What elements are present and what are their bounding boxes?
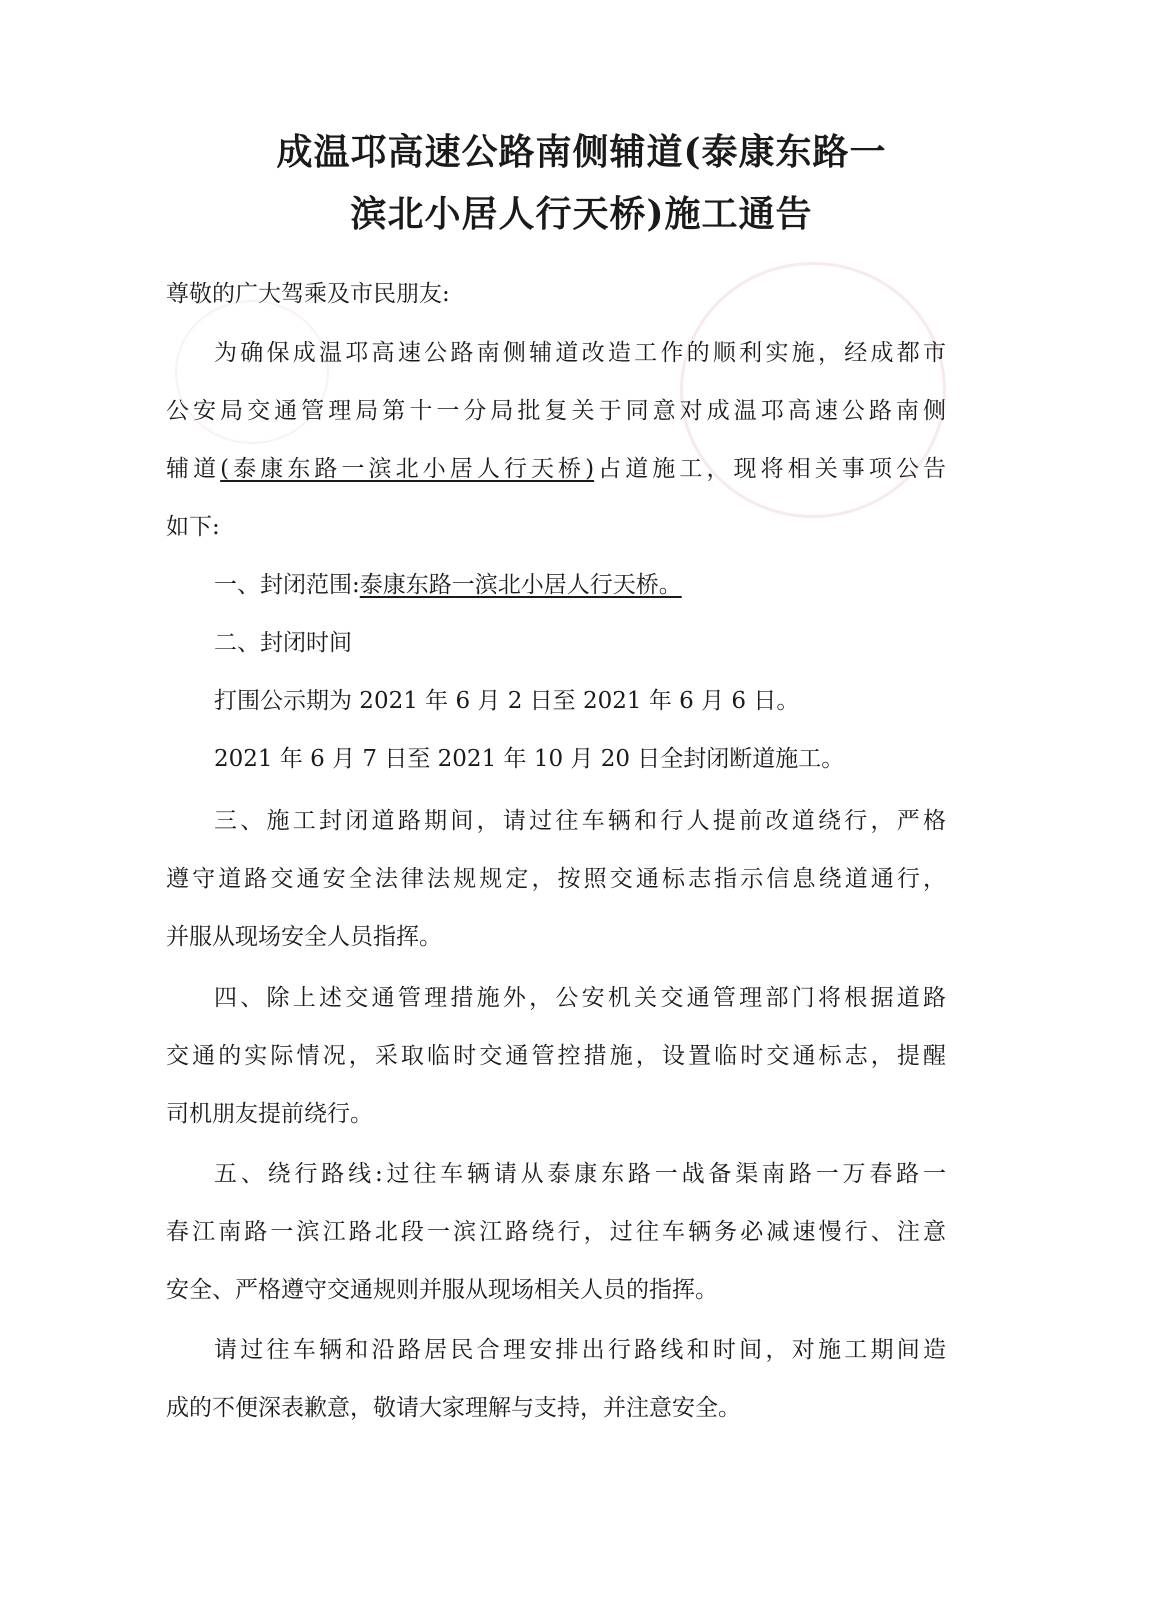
section-5-line-3: 安全、严格遵守交通规则并服从现场相关人员的指挥。 xyxy=(166,1277,718,1303)
intro-line-2: 公安局交通管理局第十一分局批复关于同意对成温邛高速公路南侧 xyxy=(166,398,946,424)
salutation: 尊敬的广大驾乘及市民朋友: xyxy=(166,281,450,307)
closure-location-underlined: (泰康东路一滨北小居人行天桥) xyxy=(220,456,595,482)
closing-line-2: 成的不便深表歉意，敬请大家理解与支持，并注意安全。 xyxy=(166,1395,741,1421)
section-1-label: 一、封闭范围: xyxy=(214,572,360,598)
closing-line-1: 请过往车辆和沿路居民合理安排出行路线和时间，对施工期间造 xyxy=(214,1337,946,1363)
section-2-closure-period: 2021 年 6 月 7 日至 2021 年 10 月 20 日全封闭断道施工。 xyxy=(214,746,845,772)
section-5-line-2: 春江南路一滨江路北段一滨江路绕行，过往车辆务必减速慢行、注意 xyxy=(166,1219,946,1245)
section-1-value: 泰康东路一滨北小居人行天桥。 xyxy=(359,572,682,598)
intro-line-3-prefix: 辅道 xyxy=(166,456,221,482)
notice-title-line-1: 成温邛高速公路南侧辅道(泰康东路一 xyxy=(276,131,887,173)
intro-line-3-suffix: 占道施工，现将相关事项公告 xyxy=(594,456,947,482)
section-4-line-3: 司机朋友提前绕行。 xyxy=(166,1101,373,1127)
intro-line-3 xyxy=(166,454,946,484)
section-1-closure-scope xyxy=(166,570,946,600)
notice-title-line-2: 滨北小居人行天桥)施工通告 xyxy=(350,193,813,235)
section-2-notice-period: 打围公示期为 2021 年 6 月 2 日至 2021 年 6 月 6 日。 xyxy=(214,688,800,714)
intro-line-4: 如下: xyxy=(166,514,220,540)
section-4-line-2: 交通的实际情况，采取临时交通管控措施，设置临时交通标志，提醒 xyxy=(166,1043,946,1069)
section-3-line-3: 并服从现场安全人员指挥。 xyxy=(166,924,442,950)
section-5-line-1: 五、绕行路线:过往车辆请从泰康东路一战备渠南路一万春路一 xyxy=(214,1161,946,1187)
section-3-line-1: 三、施工封闭道路期间，请过往车辆和行人提前改道绕行，严格 xyxy=(214,808,946,834)
section-3-line-2: 遵守道路交通安全法律法规规定，按照交通标志指示信息绕道通行， xyxy=(166,866,946,892)
section-2-label: 二、封闭时间 xyxy=(214,630,352,656)
section-4-line-1: 四、除上述交通管理措施外，公安机关交通管理部门将根据道路 xyxy=(214,985,946,1011)
intro-line-1: 为确保成温邛高速公路南侧辅道改造工作的顺利实施，经成都市 xyxy=(214,340,946,366)
